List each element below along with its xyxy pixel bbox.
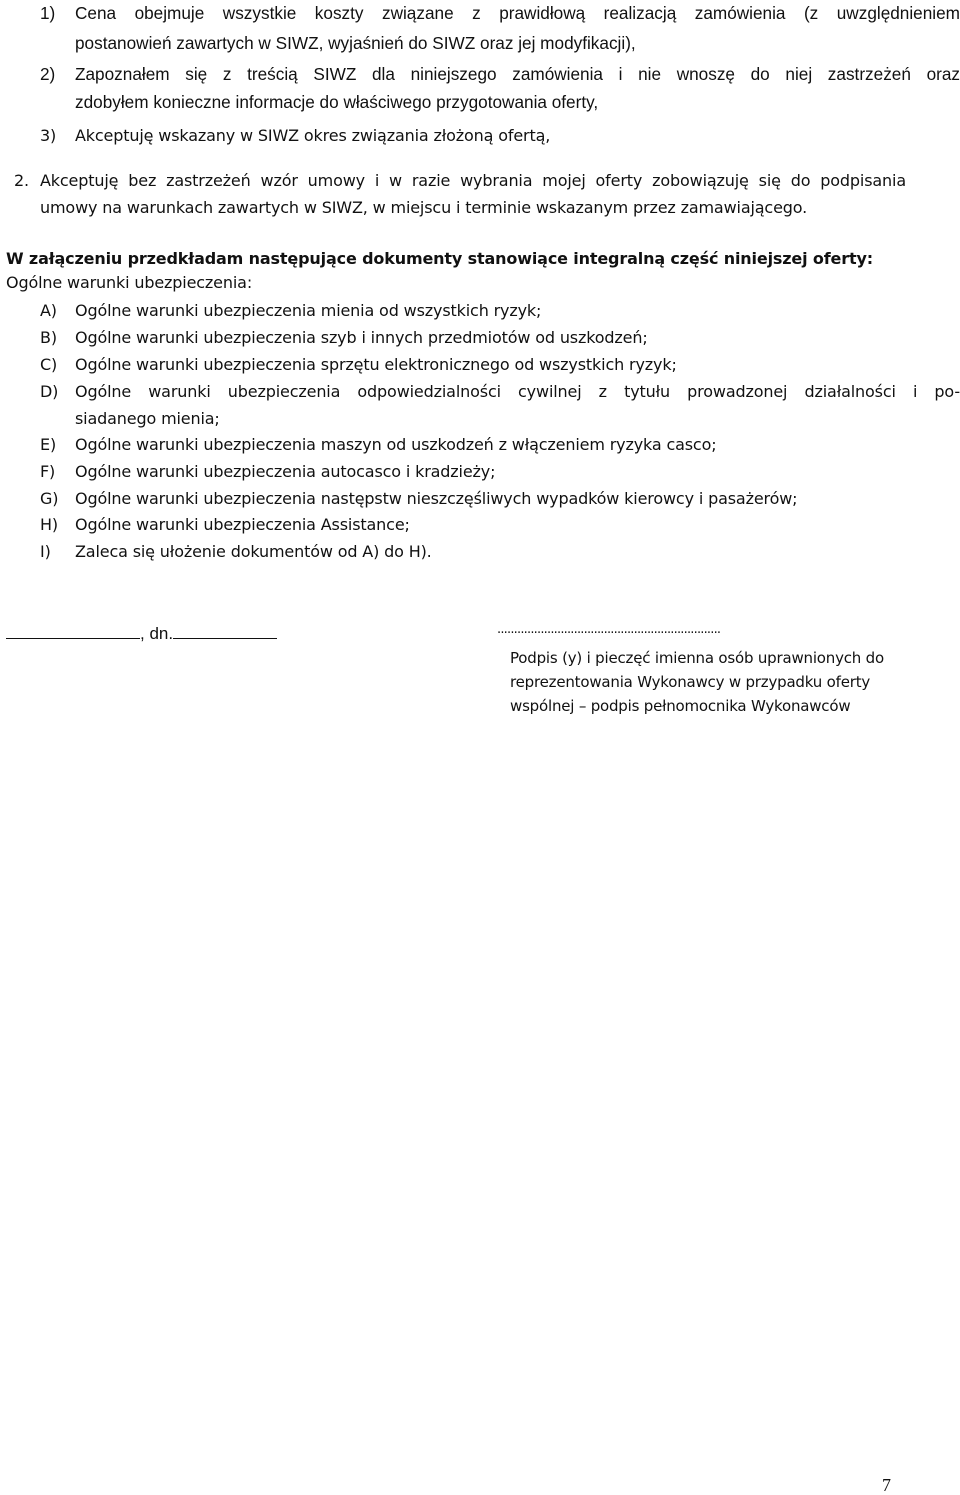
attachment-text: Ogólne warunki ubezpieczenia autocasco i kradzieży; (75, 462, 496, 481)
attachment-text: Ogólne warunki ubezpieczenia sprzętu elektronicznego od wszystkich ryzyk; (75, 355, 677, 374)
attachment-letter: F) (40, 462, 56, 481)
place-date-line (6, 622, 277, 645)
attachment-letter: G) (40, 489, 59, 508)
attachments-intro: Ogólne warunki ubezpieczenia: (6, 273, 253, 292)
attachments-heading: W załączeniu przedkładam następujące dokumenty stanowiące integralną część niniejszej oferty: (6, 249, 874, 268)
term-text-line: Zapoznałem się z treścią SIWZ dla niniejszego zamówienia i nie wnoszę do niej zastrzeżeń oraz (75, 64, 960, 84)
signature-caption-line: reprezentowania Wykonawcy w przypadku oferty (510, 673, 871, 691)
term-number: 3) (40, 126, 57, 145)
attachment-letter: D) (40, 382, 59, 401)
attachment-letter: C) (40, 355, 58, 374)
place-blank (6, 622, 140, 639)
attachment-text: Ogólne warunki ubezpieczenia maszyn od uszkodzeń z włączeniem ryzyka casco; (75, 435, 717, 454)
attachment-text: Ogólne warunki ubezpieczenia szyb i innych przedmiotów od uszkodzeń; (75, 328, 648, 347)
term-text-line: Akceptuję wskazany w SIWZ okres związania złożoną ofertą, (75, 126, 551, 145)
term-text-line: Cena obejmuje wszystkie koszty związane z prawidłową realizacją zamówienia (z uwzględnieniem (75, 3, 960, 23)
signature-caption-line: wspólnej – podpis pełnomocnika Wykonawców (510, 697, 851, 715)
attachment-text: Zaleca się ułożenie dokumentów od A) do H). (75, 542, 432, 561)
attachment-letter: H) (40, 515, 58, 534)
attachment-letter: I) (40, 542, 51, 561)
page-number: 7 (882, 1475, 891, 1495)
point-text-line: Akceptuję bez zastrzeżeń wzór umowy i w razie wybrania mojej oferty zobowiązuję się do podpisania (40, 171, 906, 190)
attachment-letter: A) (40, 301, 57, 320)
signature-dots: ................................................................... (497, 622, 721, 637)
attachment-text: Ogólne warunki ubezpieczenia odpowiedzialności cywilnej z tytułu prowadzonej działalności i po- (75, 382, 960, 401)
term-number: 2) (40, 64, 56, 84)
term-text-line: postanowień zawartych w SIWZ, wyjaśnień do SIWZ oraz jej modyfikacji), (75, 33, 636, 53)
attachment-text: Ogólne warunki ubezpieczenia następstw nieszczęśliwych wypadków kierowcy i pasażerów; (75, 489, 798, 508)
attachment-letter: E) (40, 435, 57, 454)
point-text-line: umowy na warunkach zawartych w SIWZ, w miejscu i terminie wskazanym przez zamawiającego. (40, 198, 808, 217)
point-number: 2. (14, 171, 29, 190)
attachment-text: Ogólne warunki ubezpieczenia Assistance; (75, 515, 410, 534)
attachment-text: Ogólne warunki ubezpieczenia mienia od wszystkich ryzyk; (75, 301, 542, 320)
attachment-text-cont: siadanego mienia; (75, 409, 220, 428)
term-text-line: zdobyłem konieczne informacje do właściwego przygotowania oferty, (75, 92, 599, 112)
term-number: 1) (40, 3, 56, 23)
attachment-letter: B) (40, 328, 57, 347)
date-blank (173, 622, 277, 639)
signature-caption-line: Podpis (y) i pieczęć imienna osób uprawnionych do (510, 649, 884, 667)
date-separator: , dn. (140, 624, 174, 643)
